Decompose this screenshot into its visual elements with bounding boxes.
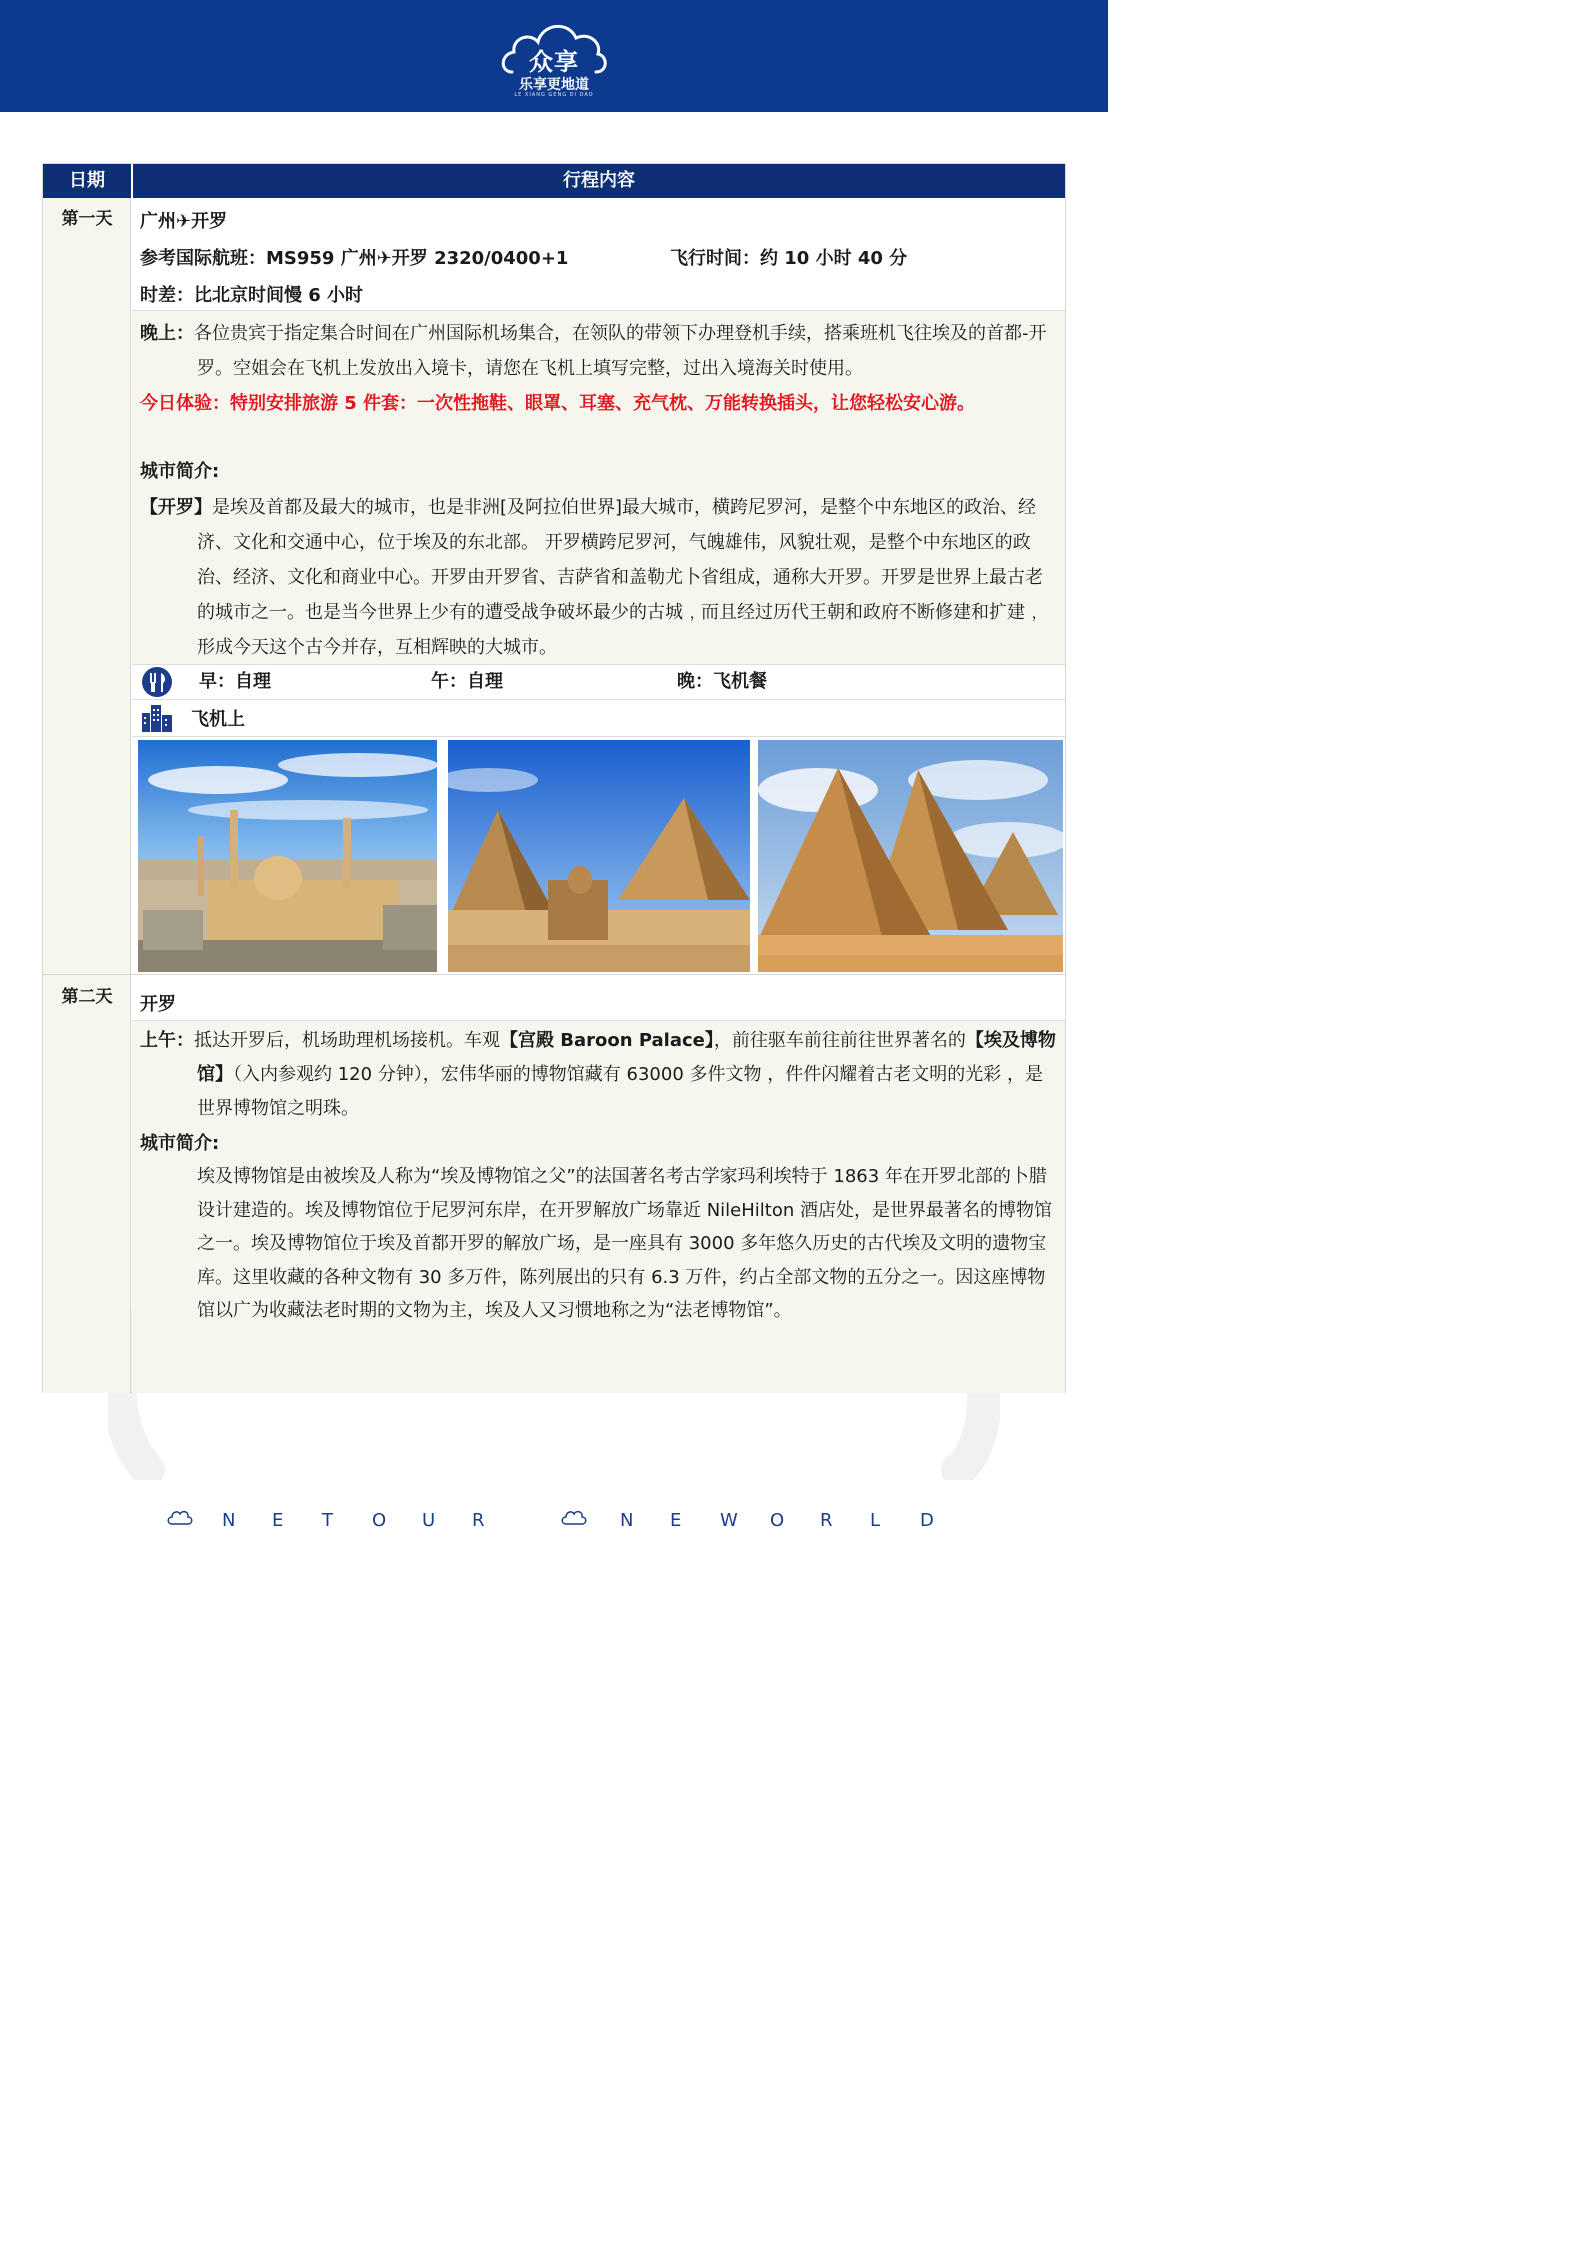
evening-text: 各位贵宾于指定集合时间在广州国际机场集合，在领队的带领下办理登机手续，搭乘班机飞往埃及的首都-开罗。空姐会在飞机上发放出入境卡，请您在飞机上填写完整，过出入境海关时使用。 bbox=[194, 323, 1047, 379]
day1-evening bbox=[140, 316, 1055, 386]
footer-letter: T bbox=[322, 1510, 333, 1531]
hotel-building-icon bbox=[140, 701, 174, 733]
footer-cloud-icon-right bbox=[561, 1508, 587, 1528]
day2-city-intro: 埃及博物馆是由被埃及人称为“埃及博物馆之父”的法国著名考古学家玛利埃特于 1863 年在开罗北部的卜腊设计建造的。埃及博物馆位于尼罗河东岸，在开罗解放广场靠近 NileHilton 酒店处，是世界最著名的博物馆之一。埃及博物馆位于埃及首都开罗的解放广场，是一座具有 3000 多年悠久历史的古代埃及文明的遗物宝库。这里收藏的各种文物有 30 多万件，陈列展出的只有 6.3 万件，约占全部文物的五分之一。因这座博物馆以广为收藏法老时期的文物为主，埃及人又习惯地称之为“法老博物馆”。 bbox=[197, 1166, 1052, 1321]
footer-letter: R bbox=[472, 1510, 485, 1531]
meal-dinner: 晚：飞机餐 bbox=[677, 671, 767, 692]
morning-place-2: 【埃及博物馆】 bbox=[197, 1030, 1056, 1085]
day-divider bbox=[43, 974, 1065, 975]
footer-letter: L bbox=[870, 1510, 881, 1531]
morning-text-1: 抵达开罗后，机场助理机场接机。车观 bbox=[194, 1030, 500, 1051]
date-column bbox=[43, 198, 131, 1393]
city-name: 【开罗】 bbox=[140, 497, 212, 518]
photo-cairo-mosque bbox=[138, 740, 437, 972]
morning-text-3: （入内参观约 120 分钟），宏伟华丽的博物馆藏有 63000 多件文物 ，件件闪耀着古老文明的光彩 ，是世界博物馆之明珠。 bbox=[197, 1064, 1043, 1119]
divider bbox=[132, 736, 1065, 737]
footer-letter: N bbox=[620, 1510, 634, 1531]
morning-text-2: ，前往驱车前往前往世界著名的 bbox=[713, 1030, 966, 1051]
footer-cloud-icon-left bbox=[167, 1508, 193, 1528]
photo-giza-pyramids bbox=[758, 740, 1063, 972]
morning-label: 上午： bbox=[140, 1030, 194, 1051]
footer-letter: R bbox=[820, 1510, 833, 1531]
day1-flight-time: 飞行时间：约 10 小时 40 分 bbox=[670, 248, 908, 269]
photo-sphinx-pyramids bbox=[448, 740, 750, 972]
day2-morning bbox=[140, 1024, 1058, 1126]
day2-city: 开罗 bbox=[140, 994, 176, 1015]
morning-place-1: 【宫殿 Baroon Palace】 bbox=[500, 1030, 714, 1051]
footer-letter: U bbox=[422, 1510, 436, 1531]
meal-breakfast: 早：自理 bbox=[199, 671, 271, 692]
day2-label: 第二天 bbox=[61, 987, 113, 1007]
footer-netour bbox=[222, 1510, 522, 1531]
day1-label: 第一天 bbox=[61, 209, 113, 229]
logo-title: 众享 bbox=[529, 48, 579, 76]
table-header bbox=[43, 164, 1065, 198]
header-bar bbox=[0, 0, 1108, 112]
divider bbox=[132, 699, 1065, 700]
footer-letter: W bbox=[720, 1510, 738, 1531]
evening-label: 晚上： bbox=[140, 323, 194, 344]
divider bbox=[132, 1020, 1065, 1021]
header-date: 日期 bbox=[69, 170, 105, 191]
meal-icon bbox=[140, 666, 174, 698]
city-text: 是埃及首都及最大的城市，也是非洲[及阿拉伯世界]最大城市，横跨尼罗河，是整个中东地区的政治、经济、文化和交通中心，位于埃及的东北部。 开罗横跨尼罗河，气魄雄伟，风貌壮观，是整个中东地区的政治、经济、文化和商业中心。开罗由开罗省、吉萨省和盖勒尤卜省组成，通称大开罗。开罗是世界上最古老的城市之一。也是当今世界上少有的遭受战争破坏最少的古城﹐而且经过历代王朝和政府不断修建和扩建﹐形成今天这个古今并存，互相辉映的大城市。 bbox=[197, 497, 1043, 658]
meal-lunch: 午：自理 bbox=[431, 671, 503, 692]
day1-route: 广州✈开罗 bbox=[140, 211, 228, 232]
day1-city-title: 城市简介: bbox=[140, 461, 220, 482]
footer-letter: N bbox=[222, 1510, 236, 1531]
footer-letter: E bbox=[670, 1510, 682, 1531]
logo-subtitle: 乐享更地道 bbox=[519, 77, 589, 93]
day1-city-intro bbox=[140, 490, 1055, 665]
logo-pinyin: LE XIANG GENG DI DAO bbox=[514, 92, 594, 98]
footer-neworld bbox=[620, 1510, 970, 1531]
footer-letter: O bbox=[770, 1510, 785, 1531]
brand-logo bbox=[498, 10, 610, 102]
day1-highlight: 今日体验：特别安排旅游 5 件套：一次性拖鞋、眼罩、耳塞、充气枕、万能转换插头，让您轻松安心游。 bbox=[140, 393, 976, 414]
day1-flight: 参考国际航班：MS959 广州✈开罗 2320/0400+1 bbox=[140, 248, 569, 269]
hotel-text: 飞机上 bbox=[191, 709, 245, 730]
footer-letter: O bbox=[372, 1510, 387, 1531]
header-content: 行程内容 bbox=[131, 164, 1065, 198]
footer-letter: D bbox=[920, 1510, 934, 1531]
footer-letter: E bbox=[272, 1510, 284, 1531]
day2-city-title: 城市简介: bbox=[140, 1133, 220, 1154]
day1-timezone: 时差：比北京时间慢 6 小时 bbox=[140, 285, 364, 306]
